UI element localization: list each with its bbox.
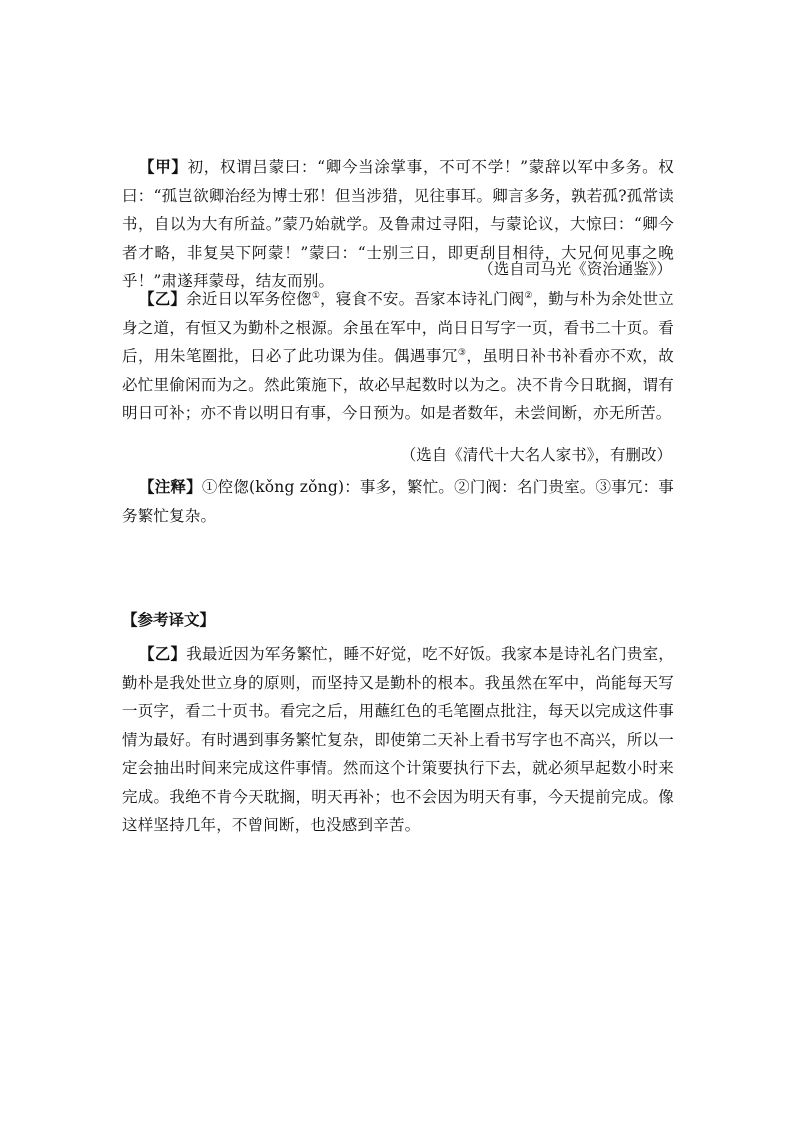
passage-yi-text-1: 余近日以军务倥偬 (186, 290, 312, 308)
note-mark-2: ② (524, 291, 533, 301)
passage-yi-label: 【乙】 (139, 289, 187, 308)
passage-yi-text-3: ，勤与朴为余处世立身之道，有恒又为勤朴之根源。余虽在军中，尚日日写字一页，看书二十页。看后，用朱笔圈批，日必了此功课为佳。偶遇事冗 (122, 290, 674, 365)
passage-yi-source: （选自《清代十大名人家书》，有删改） (400, 446, 672, 464)
notes (122, 473, 674, 530)
translation-heading: 【参考译文】 (122, 610, 216, 629)
translation-text: 我最近因为军务繁忙，睡不好觉，吃不好饭。我家本是诗礼名门贵室，勤朴是我处世立身的原则，而坚持又是勤朴的根本。我虽然在军中，尚能每天写一页字，看二十页书。看完之后，用蘸红色的毛笔圈点批注，每天以完成这件事情为最好。有时遇到事务繁忙复杂，即使第二天补上看书写字也不高兴，所以一定会抽出时间来完成这件事情。然而这个计策要执行下去，就必须早起数小时来完成。我绝不肯今天耽搁，明天再补；也不会因为明天有事，今天提前完成。像这样坚持几年，不曾间断，也没感到辛苦。 (122, 645, 675, 834)
translation-paragraph (122, 640, 674, 840)
passage-jia-source: （选自司马光《资治通鉴》） (478, 260, 672, 278)
note-mark-1: ① (311, 291, 321, 301)
translation-label: 【乙】 (139, 644, 187, 663)
passage-yi-text-2: ，寝食不安。吾家本诗礼门阀 (320, 290, 525, 308)
note-mark-3: ③ (457, 348, 467, 358)
passage-jia-label: 【甲】 (139, 157, 188, 176)
notes-label: 【注释】 (139, 477, 202, 496)
notes-text: ①倥偬(kǒng zǒng)：事多，繁忙。②门阀：名门贵室。③事冗：事务繁忙复杂。 (122, 478, 674, 525)
passage-yi-text-4: ，虽明日补书补看亦不欢，故必忙里偷闲而为之。然此策施下，故必早起数时以为之。决不肯今日耽搁，谓有明日可补；亦不肯以明日有事，今日预为。如是者数年，未尝间断，亦无所苦。 (122, 347, 674, 422)
passage-jia-text: 初，权谓吕蒙曰：“卿今当涂掌事，不可不学！”蒙辞以军中多务。权曰：“孤岂欲卿治经为博士邪！但当涉猎，见往事耳。卿言多务，孰若孤?孤常读书，自以为大有所益。”蒙乃始就学。及鲁肃过寻阳，与蒙论议，大惊曰：“卿今者才略，非复吴下阿蒙！”蒙曰：“士别三日，即更刮目相待，大兄何见事之晚乎！”肃遂拜蒙母，结友而别。 (122, 158, 674, 290)
passage-yi (122, 285, 674, 428)
